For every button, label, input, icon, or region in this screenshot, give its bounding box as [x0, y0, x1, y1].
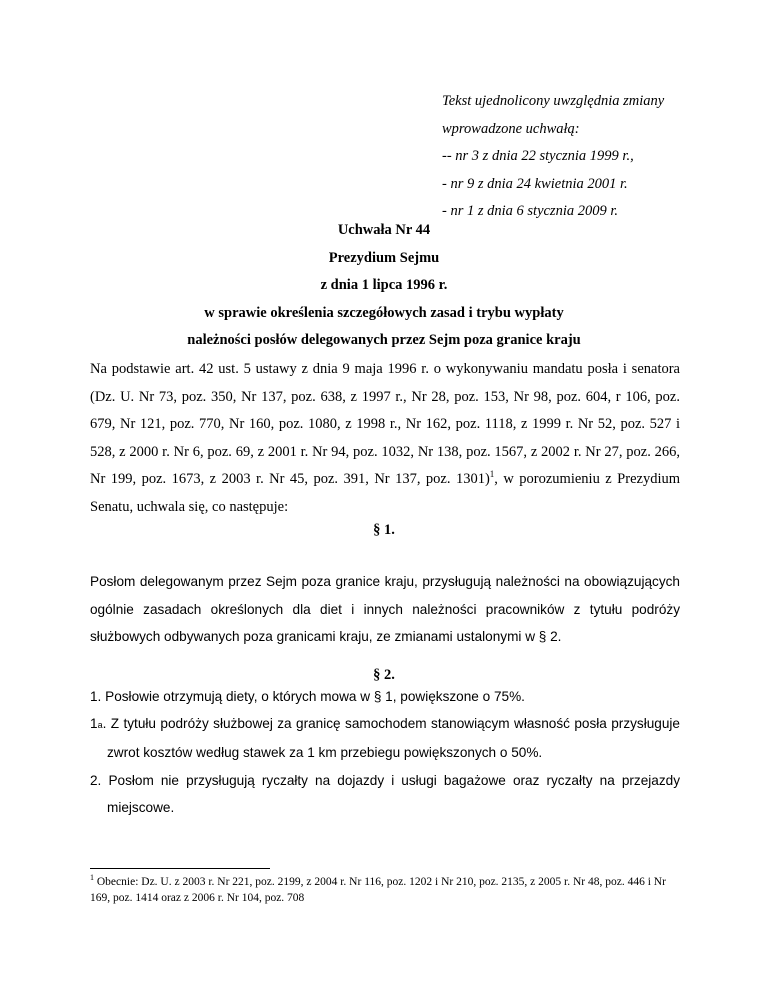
item-number-suffix: a — [97, 720, 103, 731]
preamble-text-end: , w porozumieniu z Prezydium Senatu, uchwala się, co następuje: — [90, 471, 680, 515]
section-1-heading: § 1. — [373, 522, 395, 538]
item-text: Posłom nie przysługują ryczałty na dojazdy i usługi bagażowe oraz ryczałty na przejazdy miejscowe. — [107, 772, 681, 815]
title-line: należności posłów delegowanych przez Sejm poza granice kraju — [187, 332, 581, 348]
footnote-text: Obecnie: Dz. U. z 2003 r. Nr 221, poz. 2199, z 2004 r. Nr 116, poz. 1202 i Nr 210, poz. 2135, z 2005 r. Nr 48, poz. 446 i Nr 169, poz. 1414 oraz z 2006 r. Nr 104, poz. 708 — [90, 876, 666, 904]
title-line: Prezydium Sejmu — [328, 249, 440, 266]
footnote-separator — [90, 868, 270, 869]
footnote — [90, 874, 680, 906]
note-line: wprowadzone uchwałą: — [442, 120, 580, 137]
preamble-text: Na podstawie art. 42 ust. 5 ustawy z dnia 9 maja 1996 r. o wykonywaniu mandatu posła i senatora (Dz. U. Nr 73, poz. 350, Nr 137, poz. 638, z 1997 r., Nr 28, poz. 153, Nr 98, poz. 604, r 106, poz. 679, Nr 121, poz. 770, Nr 160, poz. 1080, z 1998 r., Nr 162, poz. 1118, z 1999 r. Nr 52, poz. 527 i 528, z 2000 r. Nr 6, poz. 69, z 2001 r. Nr 94, poz. 1032, Nr 138, poz. 1567, z 2002 r. Nr 27, poz. 266, Nr 199, poz. 1673, z 2003 r. Nr 45, poz. 391, Nr 137, poz. 1301) — [90, 361, 680, 488]
section-2-heading: § 2. — [373, 667, 395, 683]
consolidation-note — [442, 88, 742, 226]
title-line: z dnia 1 lipca 1996 r. — [320, 277, 448, 293]
item-number: 1 — [90, 716, 98, 732]
document-title — [90, 217, 678, 355]
item-number: 1. — [90, 689, 102, 704]
item-text: Posłowie otrzymują diety, o których mowa w § 1, powiększone o 75%. — [105, 689, 525, 704]
list-item — [90, 710, 680, 766]
list-item — [90, 683, 680, 710]
item-text: . Z tytułu podróży służbowej za granicę samochodem stanowiącym własność posła przysługuje zwrot kosztów według stawek za 1 km przebiegu powiększonych o 50%. — [102, 716, 680, 761]
note-line: - nr 1 z dnia 6 stycznia 2009 r. — [442, 203, 619, 219]
list-item — [90, 767, 680, 821]
note-line: -- nr 3 z dnia 22 stycznia 1999 r., — [442, 148, 634, 164]
item-number: 2. — [90, 772, 102, 788]
title-line: Uchwała Nr 44 — [337, 222, 431, 238]
title-line: w sprawie określenia szczegółowych zasad i trybu wypłaty — [204, 304, 564, 321]
section-1-text: Posłom delegowanym przez Sejm poza granice kraju, przysługują należności na obowiązujących ogólnie zasadach określonych dla diet i innych należności pracowników z tytułu podróży służbowych odbywanych poza granicami kraju, ze zmianami ustalonymi w § 2. — [90, 574, 680, 645]
note-line: Tekst ujednolicony uwzględnia zmiany — [442, 93, 665, 109]
footnote-reference: 1 — [489, 469, 495, 480]
footnote-number: 1 — [90, 873, 94, 883]
section-2-list — [90, 683, 680, 821]
preamble — [90, 356, 680, 522]
note-line: - nr 9 z dnia 24 kwietnia 2001 r. — [442, 175, 628, 192]
